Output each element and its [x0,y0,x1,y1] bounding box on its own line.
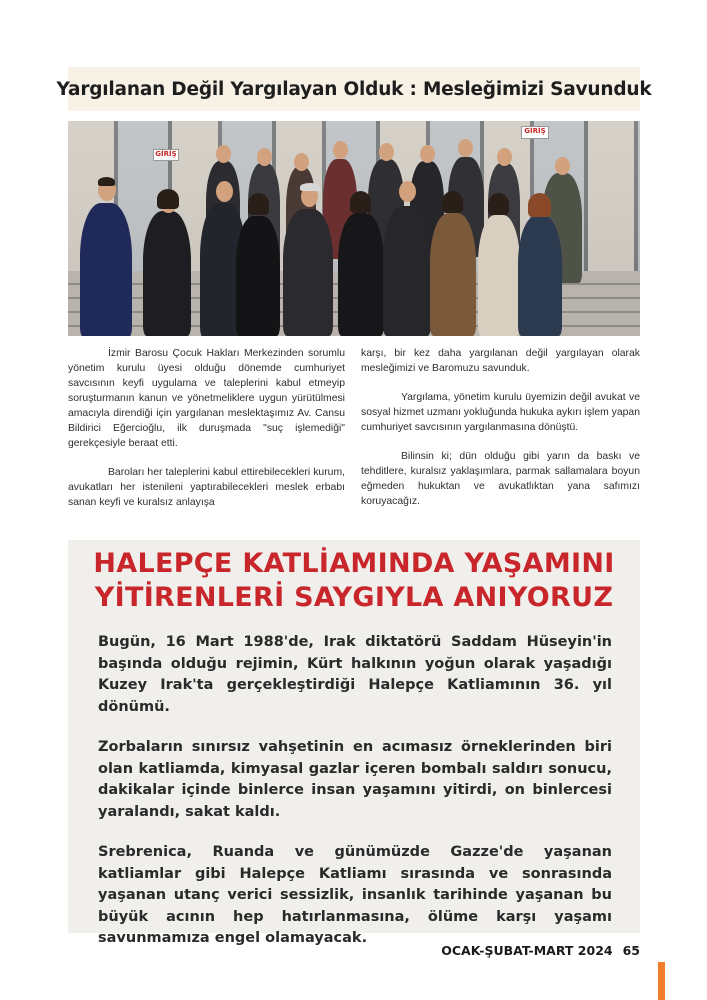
person-figure [143,211,191,336]
article-paragraph: İzmir Barosu Çocuk Hakları Merkezinden sorumlu yönetim kurulu üyesi olduğu dönemde cumhuriyet savcısının keyfi uygulama ve taleplerini kabul etmeyip soruşturmanın kanun ve yönetmeliklere uygun yürütülmesi amacıyla direndiği için yargılanan meslektaşımız Av. Cansu Bildirici Eğercioğlu, ilk duruşmada "suç işlemediği" gerekçesiyle beraat etti. [68,348,345,449]
poster-heading-line-2: YİTİRENLERİ SAYGIYLA ANIYORUZ [94,582,614,613]
person-head [333,141,348,159]
entrance-sign-right: GİRİŞ [521,126,549,139]
person-hair [528,193,551,217]
poster-heading-line-1: HALEPÇE KATLİAMINDA YAŞAMINI [93,548,615,579]
person-head [216,145,231,163]
article-paragraph: Yargılama, yönetim kurulu üyemizin değil avukat ve sosyal hizmet uzmanı yokluğunda hukuka aykırı işlem yapan cumhuriyet savcısının yargılanmasına dönüştü. [361,392,640,433]
article-column-right [361,346,640,509]
person-head [257,148,272,166]
article-title-bar [56,67,652,111]
person-figure [236,216,280,336]
person-figure [383,206,431,336]
person-head [216,181,233,202]
person-head [458,139,473,157]
person-figure [478,215,520,336]
article-column-left [68,346,345,510]
article-paragraph: Bilinsin ki; dün olduğu gibi yarın da baskı ve tehditlere, kuralsız yaklaşımlara, parmak sallamalara boyun eğmeden hukuktan ve avukatlıktan yana safımızı koruyacağız. [361,451,640,507]
article-title: Yargılanan Değil Yargılayan Olduk : Mesleğimizi Savunduk [56,78,652,100]
page-number: 65 [622,943,640,958]
article-paragraph: Baroları her taleplerini kabul ettirebilecekleri kurum, avukatları her istenileni yaptırabilecekleri meslek erbabı sanan keyfi ve kuralsız anlayışa [68,467,345,508]
person-head [399,181,416,202]
person-head [497,148,512,166]
page-footer [441,943,640,958]
person-head [379,143,394,161]
person-head [555,157,570,175]
person-hair [300,183,320,191]
person-hair [350,191,371,213]
poster-paragraph: Bugün, 16 Mart 1988'de, Irak diktatörü Saddam Hüseyin'in başında olduğu rejimin, Kürt halkının yoğun olarak yaşadığı Kuzey Irak'ta gerçekleştirdiği Halepçe Katliamının 36. yıl dönümü. [98,634,612,715]
person-figure [80,203,132,336]
person-head [420,145,435,163]
person-hair [488,193,509,215]
person-hair [157,189,179,209]
poster-paragraph: Srebrenica, Ruanda ve günümüzde Gazze'de yaşanan katliamlar gibi Halepçe Katliamı sırasında ve sonrasında yaşanan utanç verici sessizlik, insanlık tarihinde yaşanan bu büyük acının hep hatırlanmasına, ölüme karşı yaşamı savunmamıza engel olamayacak. [98,844,612,946]
issue-label: OCAK-ŞUBAT-MART 2024 [441,943,613,958]
entrance-sign-left: GİRİŞ [153,149,179,161]
poster-paragraph: Zorbaların sınırsız vahşetinin en acımasız örneklerinden biri olan katliamda, kimyasal gazlar içeren bombalı saldırı sonucu, dakikalar içinde binlerce insan yaşamını yitirdi, on binlercesi yaralandı, sakat kaldı. [98,739,612,820]
person-figure [430,213,476,336]
person-hair [442,191,463,213]
person-hair [248,193,269,215]
memorial-poster [68,540,640,946]
person-figure [283,209,333,336]
person-figure [518,216,562,336]
person-head [294,153,309,171]
page-accent-bar [658,962,665,1000]
person-hair [98,177,115,186]
group-photo [68,121,640,336]
person-figure [338,213,384,336]
poster-body [98,632,612,950]
article-paragraph: karşı, bir kez daha yargılanan değil yargılayan olarak mesleğimizi ve Baromuzu savunduk. [361,348,640,374]
